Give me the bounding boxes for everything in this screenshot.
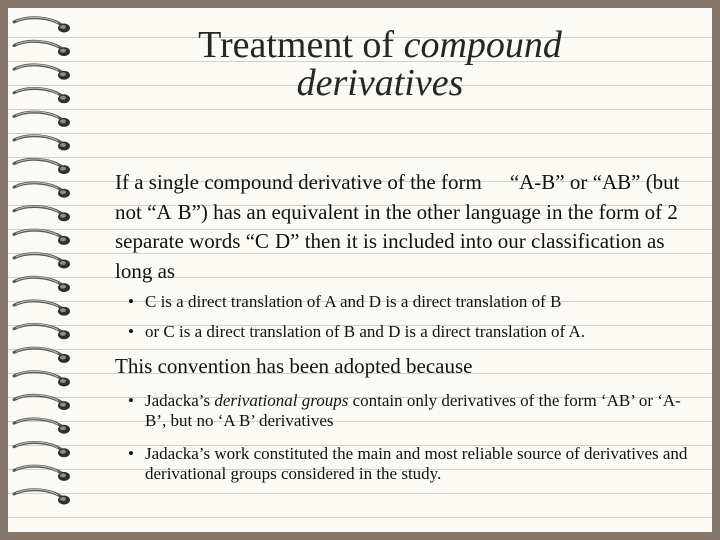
spiral-ring-icon bbox=[14, 489, 70, 504]
intro-text-b: “A-B” or bbox=[509, 170, 588, 194]
spiral-ring-icon bbox=[14, 277, 70, 292]
spiral-ring-icon bbox=[14, 395, 70, 410]
spiral-ring-icon bbox=[14, 230, 70, 245]
spiral-ring-icon bbox=[14, 371, 70, 386]
title-italic-derivatives: derivatives bbox=[296, 62, 464, 104]
bullet-icon: • bbox=[128, 322, 134, 341]
intro-text-a: If a single compound derivative of the form bbox=[115, 170, 482, 194]
spiral-ring-icon bbox=[14, 41, 70, 56]
spiral-ring-icon bbox=[14, 135, 70, 150]
list-item bbox=[115, 322, 695, 342]
bullet-icon: • bbox=[128, 443, 134, 463]
condition-text: or C is a direct translation of B and D is a direct translation of A. bbox=[145, 322, 586, 341]
spiral-ring-icon bbox=[14, 65, 70, 80]
spiral-ring-icon bbox=[14, 324, 70, 339]
spiral-ring-icon bbox=[14, 17, 70, 32]
spiral-ring-icon bbox=[14, 466, 70, 481]
spiral-ring-icon bbox=[14, 206, 70, 221]
convention-paragraph: This convention has been adopted because bbox=[115, 354, 473, 378]
spiral-ring-icon bbox=[14, 159, 70, 174]
spiral-ring-icon bbox=[14, 253, 70, 268]
spiral-ring-icon bbox=[14, 442, 70, 457]
slide-title bbox=[120, 26, 640, 102]
spiral-ring-icon bbox=[14, 88, 70, 103]
list-item bbox=[115, 444, 695, 484]
intro-text-d: B”) has an equivalent in the other language in the form of 2 separate words “C bbox=[115, 199, 678, 253]
title-text: Treatment of bbox=[198, 24, 404, 66]
reason-text: Jadacka’s work constituted the main and most reliable source of derivatives and derivational groups considered in the study. bbox=[145, 443, 688, 483]
reason-list bbox=[115, 391, 695, 484]
spiral-ring-icon bbox=[14, 419, 70, 434]
slide-body bbox=[115, 168, 695, 497]
spiral-ring-icon bbox=[14, 183, 70, 198]
list-item bbox=[115, 391, 695, 431]
intro-text-e: D” then it is included into our classification as long as bbox=[115, 229, 665, 283]
list-item bbox=[115, 292, 695, 312]
spiral-ring-icon bbox=[14, 301, 70, 316]
bullet-icon: • bbox=[128, 390, 134, 410]
spiral-binding bbox=[0, 0, 90, 540]
intro-text-c: “AB” (but not “A bbox=[115, 170, 680, 224]
reason-text-italic: derivational groups bbox=[214, 390, 349, 410]
condition-text: C is a direct translation of A and D is a direct translation of B bbox=[145, 292, 562, 311]
reason-text-post: contain only derivatives of the form ‘AB’ or ‘A-B’, but no ‘A B’ derivatives bbox=[145, 390, 681, 430]
condition-list bbox=[115, 292, 695, 342]
bullet-icon: • bbox=[128, 292, 134, 311]
reason-text-pre: Jadacka’s bbox=[145, 390, 215, 410]
spiral-ring-icon bbox=[14, 112, 70, 127]
spiral-ring-icon bbox=[14, 348, 70, 363]
intro-paragraph bbox=[115, 168, 695, 286]
title-italic-compound: compound bbox=[403, 24, 562, 66]
